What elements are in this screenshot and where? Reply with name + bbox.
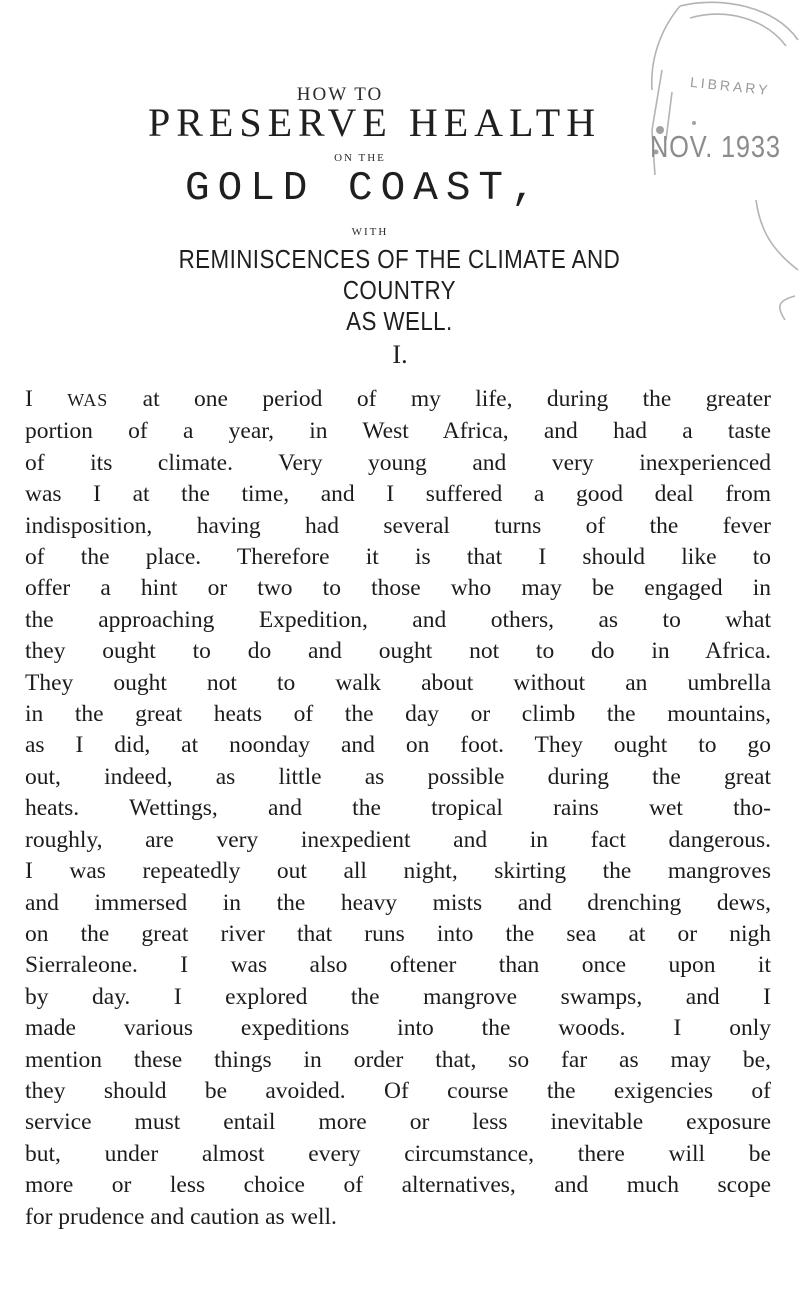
body-line: made various expeditions into the woods. I only	[25, 1015, 771, 1042]
body-text	[25, 384, 771, 1233]
body-line: indisposition, having had several turns of the fever	[25, 512, 771, 539]
body-line: Sierraleone. I was also oftener than once upon it	[25, 952, 771, 979]
subtitle-line-1: REMINISCENCES OF THE CLIMATE AND COUNTRY	[178, 244, 621, 305]
body-line: was I at the time, and I suffered a good deal from	[25, 481, 771, 508]
body-line: and immersed in the heavy mists and drenching dews,	[25, 889, 771, 916]
body-first-word: I	[25, 386, 33, 412]
stamp-library-text: LIBRARY	[689, 73, 772, 99]
section-numeral: I.	[392, 340, 408, 369]
body-line: but, under almost every circumstance, there will be	[25, 1140, 771, 1167]
body-line: on the great river that runs into the sea at or nigh	[25, 920, 771, 947]
body-line: in the great heats of the day or climb the mountains,	[25, 701, 771, 728]
body-line: of the place. Therefore it is that I should like to	[25, 544, 771, 571]
body-line: roughly, are very inexpedient and in fact dangerous.	[25, 826, 771, 853]
body-line: service must entail more or less inevitable exposure	[25, 1109, 771, 1136]
stamp-date: NOV. 1933	[650, 129, 781, 164]
body-line: for prudence and caution as well.	[25, 1203, 337, 1230]
title-main: PRESERVE HEALTH	[148, 100, 602, 145]
body-line: more or less choice of alternatives, and much scope	[25, 1172, 771, 1199]
body-line: as I did, at noonday and on foot. They ought to go	[25, 732, 771, 759]
body-line: of its climate. Very young and very inexperienced	[25, 449, 771, 476]
body-line	[25, 384, 771, 416]
title-how-to: HOW TO	[296, 84, 384, 105]
title-with: WITH	[351, 226, 389, 238]
body-line-text: at one period of my life, during the greater	[108, 386, 771, 412]
body-line: mention these things in order that, so far as may be,	[25, 1046, 771, 1073]
body-line: they ought to do and ought not to do in Africa.	[25, 638, 771, 665]
subtitle-line-2: AS WELL.	[346, 306, 453, 336]
body-line: They ought not to walk about without an umbrella	[25, 669, 771, 696]
body-line: by day. I explored the mangrove swamps, and I	[25, 983, 771, 1010]
body-line: they should be avoided. Of course the exigencies of	[25, 1077, 771, 1104]
body-line: portion of a year, in West Africa, and had a taste	[25, 418, 771, 445]
body-line: heats. Wettings, and the tropical rains wet tho-	[25, 795, 771, 822]
body-first-smallcaps: WAS	[67, 390, 109, 410]
body-line: offer a hint or two to those who may be engaged in	[25, 575, 771, 602]
body-line: the approaching Expedition, and others, as to what	[25, 606, 771, 633]
title-place: GOLD COAST,	[185, 166, 544, 212]
body-line: out, indeed, as little as possible during the great	[25, 763, 771, 790]
body-line: I was repeatedly out all night, skirting the mangroves	[25, 858, 771, 885]
title-on-the: ON THE	[334, 152, 386, 164]
subtitle	[150, 244, 649, 337]
